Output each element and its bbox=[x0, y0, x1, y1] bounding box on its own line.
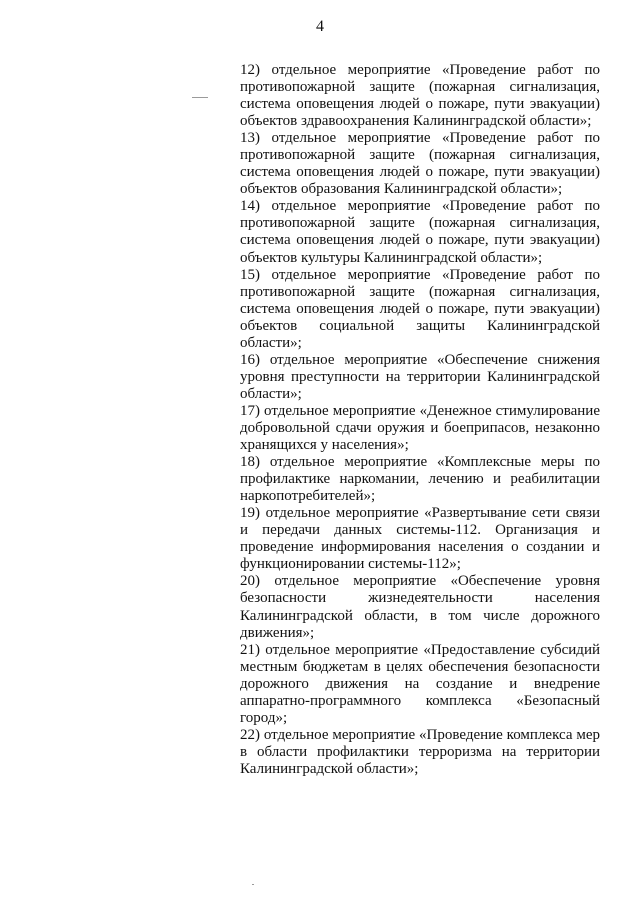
list-item-18 bbox=[240, 454, 600, 505]
item-number: 21) bbox=[240, 641, 260, 658]
document-body bbox=[240, 62, 600, 778]
item-number: 12) bbox=[240, 62, 260, 78]
item-text: отдельное мероприятие «Проведение работ по противопожарной защите (пожарная сигнализация, система оповещения людей о пожаре, пути эвакуации) объектов социальной защиты Калининградской области»; bbox=[240, 266, 601, 351]
list-item-16 bbox=[240, 352, 600, 403]
item-number: 20) bbox=[240, 573, 260, 590]
item-text: отдельное мероприятие «Проведение работ по противопожарной защите (пожарная сигнализация, система оповещения людей о пожаре, пути эвакуации) объектов здравоохранения Калининградской области»; bbox=[240, 62, 601, 130]
item-number: 14) bbox=[240, 198, 260, 215]
item-text: отдельное мероприятие «Проведение работ по противопожарной защите (пожарная сигнализация, система оповещения людей о пожаре, пути эвакуации) объектов образования Калининградской области»; bbox=[240, 130, 601, 198]
item-text: отдельное мероприятие «Денежное стимулирование добровольной сдачи оружия и боеприпасов, незаконно хранящихся у населения»; bbox=[240, 402, 600, 454]
item-text: отдельное мероприятие «Комплексные меры по профилактике наркомании, лечению и реабилитации наркопотребителей»; bbox=[240, 454, 600, 505]
item-number: 15) bbox=[240, 266, 260, 283]
list-item-22 bbox=[240, 727, 600, 778]
list-item-15 bbox=[240, 267, 600, 352]
item-text: отдельное мероприятие «Обеспечение снижения уровня преступности на территории Калининградской области»; bbox=[240, 351, 600, 402]
item-text: отдельное мероприятие «Обеспечение уровня безопасности жизнедеятельности населения Калининградской области, в том числе дорожного движения»; bbox=[240, 573, 600, 641]
item-text: отдельное мероприятие «Развертывание сети связи и передачи данных системы-112. Организация и проведение информирования населения о создании и функционировании системы-112»; bbox=[240, 505, 601, 573]
item-number: 13) bbox=[240, 130, 260, 147]
item-number: 16) bbox=[240, 351, 260, 368]
item-number: 18) bbox=[240, 454, 260, 471]
list-item-21 bbox=[240, 642, 600, 727]
item-number: 17) bbox=[240, 402, 260, 419]
scan-artifact bbox=[252, 884, 254, 885]
list-item-13 bbox=[240, 130, 600, 198]
list-item-17 bbox=[240, 403, 600, 454]
item-number: 22) bbox=[240, 726, 260, 743]
list-item-19 bbox=[240, 505, 600, 573]
item-text: отдельное мероприятие «Проведение работ по противопожарной защите (пожарная сигнализация, система оповещения людей о пожаре, пути эвакуации) объектов культуры Калининградской области»; bbox=[240, 198, 601, 266]
list-item-12 bbox=[240, 62, 600, 130]
item-text: отдельное мероприятие «Проведение комплекса мер в области профилактики терроризма на территории Калининградской области»; bbox=[240, 726, 601, 777]
item-number: 19) bbox=[240, 505, 260, 522]
scan-artifact bbox=[192, 97, 208, 98]
list-item-14 bbox=[240, 198, 600, 266]
item-text: отдельное мероприятие «Предоставление субсидий местным бюджетам в целях обеспечения безопасности дорожного движения на создание и внедрение аппаратно-программного комплекса «Безопасный город»; bbox=[240, 641, 600, 726]
page-number: 4 bbox=[316, 18, 324, 35]
list-item-20 bbox=[240, 573, 600, 641]
